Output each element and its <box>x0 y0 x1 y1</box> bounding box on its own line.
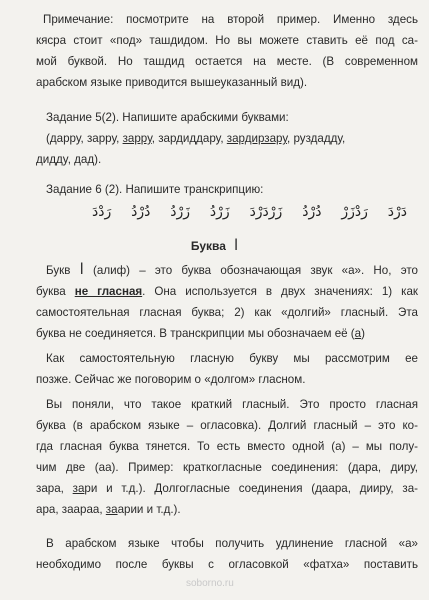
later-line: Как самостоятельную гласную букву мы рассмотрим ее <box>46 352 418 365</box>
alif-line: самостоятельная гласная буква; 2) как «долгий» гласный. Эта <box>36 306 418 319</box>
alif-paragraph <box>36 259 418 344</box>
note-line: арабском языке приводится вышеуказанный вид). <box>36 76 308 89</box>
elongation-line: В арабском языке чтобы получить удлинение гласной «а» <box>46 537 418 550</box>
long-vowel-line: гда гласная буква тянется. То есть вместо одной (а) – мы полу- <box>36 440 418 453</box>
long-vowel-paragraph <box>36 394 418 520</box>
heading-alif-letter: ا <box>233 236 239 254</box>
arabic-word: رَدْزَرْ <box>341 204 368 220</box>
heading-text: Буква <box>190 239 226 253</box>
arabic-words-row <box>92 204 407 220</box>
later-paragraph <box>36 348 418 390</box>
arabic-word: زَرْدُ <box>209 204 230 220</box>
later-line: позже. Сейчас же поговорим о «долгом» гласном. <box>36 373 306 386</box>
arabic-word: زَرْدَرْدَ <box>249 204 283 220</box>
task5-title: Задание 5(2). Напишите арабскими буквами: <box>46 111 289 124</box>
note-line: мой буквой. Но ташдид остается на месте. (В современном <box>36 55 418 68</box>
alif-line: буква не гласная. Она используется в двух значениях: 1) как <box>36 285 418 298</box>
arabic-word: دُرْدُ <box>302 204 322 220</box>
arabic-word: دُرْدُ <box>131 204 151 220</box>
elongation-paragraph <box>36 533 418 575</box>
alif-line: Букв ا (алиф) – это буква обозначающая звук «а». Но, это <box>46 260 418 278</box>
long-vowel-line: зара, зари и т.д.). Долгогласные соединения (даара, дииру, за- <box>36 482 418 495</box>
arabic-word: زَرْدُ <box>170 204 191 220</box>
alif-line: буква не соединяется. В транскрипции мы обозначаем её (а) <box>36 327 365 340</box>
arabic-word: دَرْدَ <box>387 204 407 220</box>
elongation-line: необходимо после буквы с огласовкой «фатха» поставить <box>36 558 418 571</box>
section-heading <box>0 236 429 254</box>
note-line: Примечание: посмотрите на второй пример. Именно здесь <box>43 13 418 26</box>
task5-words-line2: диддy, дад). <box>36 153 102 166</box>
task6-title: Задание 6 (2). Напишите транскрипцию: <box>46 183 264 196</box>
long-vowel-line: ара, заараа, заарии и т.д.). <box>36 503 181 516</box>
arabic-word: رَدْدَ <box>92 204 112 220</box>
note-line: кясра стоит «под» ташдидом. Но вы можете ставить её под са- <box>36 34 418 47</box>
long-vowel-line: чим две (аа). Пример: краткогласные соединения: (дара, диру, <box>36 461 418 474</box>
long-vowel-line: буква (в арабском языке – огласовка). Долгий гласный – это ко- <box>36 419 418 432</box>
task5-paragraph <box>46 107 418 149</box>
note-paragraph <box>36 9 418 93</box>
watermark: soborno.ru <box>186 578 234 589</box>
task5-words-line1: (дарру, зарру, зарру, зардиддару, зардирзару, руздадду, <box>46 132 346 145</box>
long-vowel-line: Вы поняли, что такое краткий гласный. Это просто гласная <box>46 398 418 411</box>
